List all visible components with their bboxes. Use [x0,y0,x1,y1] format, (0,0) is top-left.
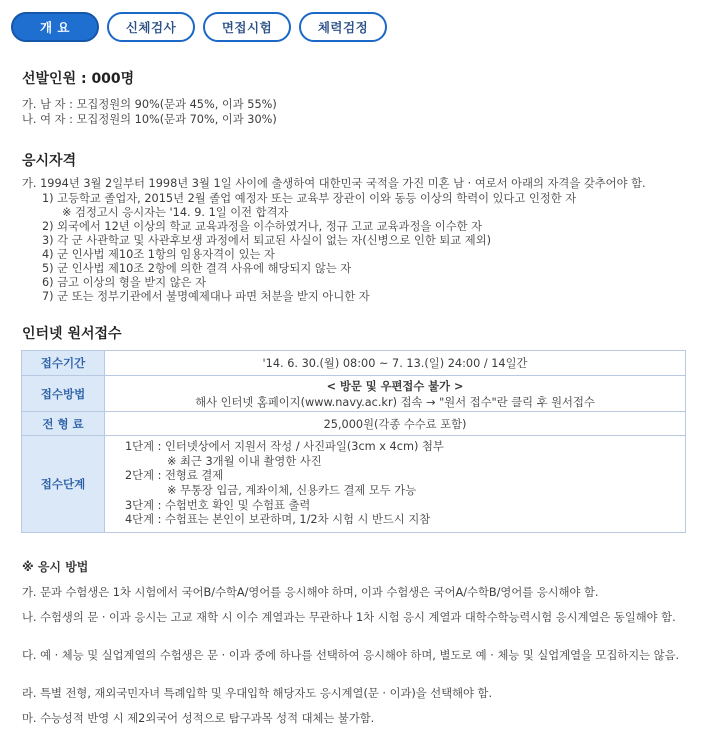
step-line: 3단계 : 수험번호 확인 및 수험표 출력 [125,498,311,512]
qualification-item: 5) 군 인사법 제10조 2항에 의한 결격 사유에 해당되지 않는 자 [42,262,352,275]
method-item: 다. 예 · 체능 및 실업계열의 수험생은 문 · 이과 중에 하나를 선택하여 응시해야 하며, 별도로 예 · 체능 및 실업계열을 모집하지는 않음. [22,649,680,662]
method-item: 나. 수험생의 문 · 이과 응시는 고교 재학 시 이수 계열과는 무관하나 1차 시험 응시 계열과 대학수학능력시험 응시계열은 동일해야 함. [22,611,676,624]
tab-physical-exam[interactable]: 신체검사 [107,12,195,42]
table-row [22,412,686,436]
qualification-note: ※ 검정고시 응시자는 '14. 9. 1일 이전 합격자 [62,206,289,219]
steps-label: 접수단계 [22,436,105,533]
tab-overview[interactable]: 개 요 [11,12,99,42]
application-table [21,350,686,533]
step-note: ※ 최근 3개월 이내 촬영한 사진 [167,454,322,468]
tab-interview[interactable]: 면접시험 [203,12,291,42]
selection-line-female: 나. 여 자 : 모집정원의 10%(문과 70%, 이과 30%) [22,113,277,126]
fee-label: 전 형 료 [22,412,105,436]
step-line: 1단계 : 인터넷상에서 지원서 작성 / 사진파일(3cm x 4cm) 첨부 [125,440,444,454]
qualification-item: 3) 각 군 사관학교 및 사관후보생 과정에서 퇴교된 사실이 없는 자(신병으로 인한 퇴교 제외) [42,234,492,247]
qualification-item: 4) 군 인사법 제10조 1항의 임용자격이 있는 자 [42,248,275,261]
step-line: 2단계 : 전형료 결제 [125,469,224,483]
exam-method-title: ※ 응시 방법 [22,560,89,574]
table-row [22,436,686,533]
selection-title: 선발인원 : 000명 [22,71,135,87]
fee-value: 25,000원(각종 수수료 포함) [105,412,686,436]
step-note: ※ 무통장 입금, 계좌이체, 신용카드 결제 모두 가능 [167,484,417,497]
steps-value [105,436,686,533]
method-label: 접수방법 [22,376,105,412]
method-item: 마. 수능성적 반영 시 제2외국어 성적으로 탐구과목 성적 대체는 불가함. [22,712,375,725]
period-label: 접수기간 [22,351,105,376]
no-visit-notice: < 방문 및 우편접수 불가 > [326,379,464,393]
method-description: 해사 인터넷 홈페이지(www.navy.ac.kr) 접속 → "원서 접수"란 클릭 후 원서접수 [195,395,595,409]
qualification-intro: 가. 1994년 3월 2일부터 1998년 3월 1일 사이에 출생하여 대한민국 국적을 가진 미혼 남 · 여로서 아래의 자격을 갖추어야 함. [22,177,646,190]
online-application-title: 인터넷 원서접수 [22,326,122,342]
qualification-item: 1) 고등학교 졸업자, 2015년 2월 졸업 예정자 또는 교육부 장관이 이와 동등 이상의 학력이 있다고 인정한 자 [42,192,577,205]
table-row [22,376,686,412]
period-value: '14. 6. 30.(월) 08:00 ~ 7. 13.(일) 24:00 / 14일간 [105,351,686,376]
method-item: 가. 문과 수험생은 1차 시험에서 국어B/수학A/영어를 응시해야 하며, 이과 수험생은 국어A/수학B/영어를 응시해야 함. [22,586,599,599]
qualification-item: 6) 금고 이상의 형을 받지 않은 자 [42,276,207,289]
method-item: 라. 특별 전형, 재외국민자녀 특례입학 및 우대입학 해당자도 응시계열(문 · 이과)을 선택해야 함. [22,687,493,700]
qualification-item: 7) 군 또는 정부기관에서 불명예제대나 파면 처분을 받지 아니한 자 [42,290,370,303]
table-row [22,351,686,376]
qualification-title: 응시자격 [22,153,77,169]
tab-fitness-test[interactable]: 체력검정 [299,12,387,42]
step-line: 4단계 : 수험표는 본인이 보관하며, 1/2차 시험 시 반드시 지참 [125,513,431,527]
selection-line-male: 가. 남 자 : 모집정원의 90%(문과 45%, 이과 55%) [22,98,277,111]
method-value [105,376,686,412]
qualification-item: 2) 외국에서 12년 이상의 학교 교육과정을 이수하였거나, 정규 고교 교육과정을 이수한 자 [42,220,483,233]
